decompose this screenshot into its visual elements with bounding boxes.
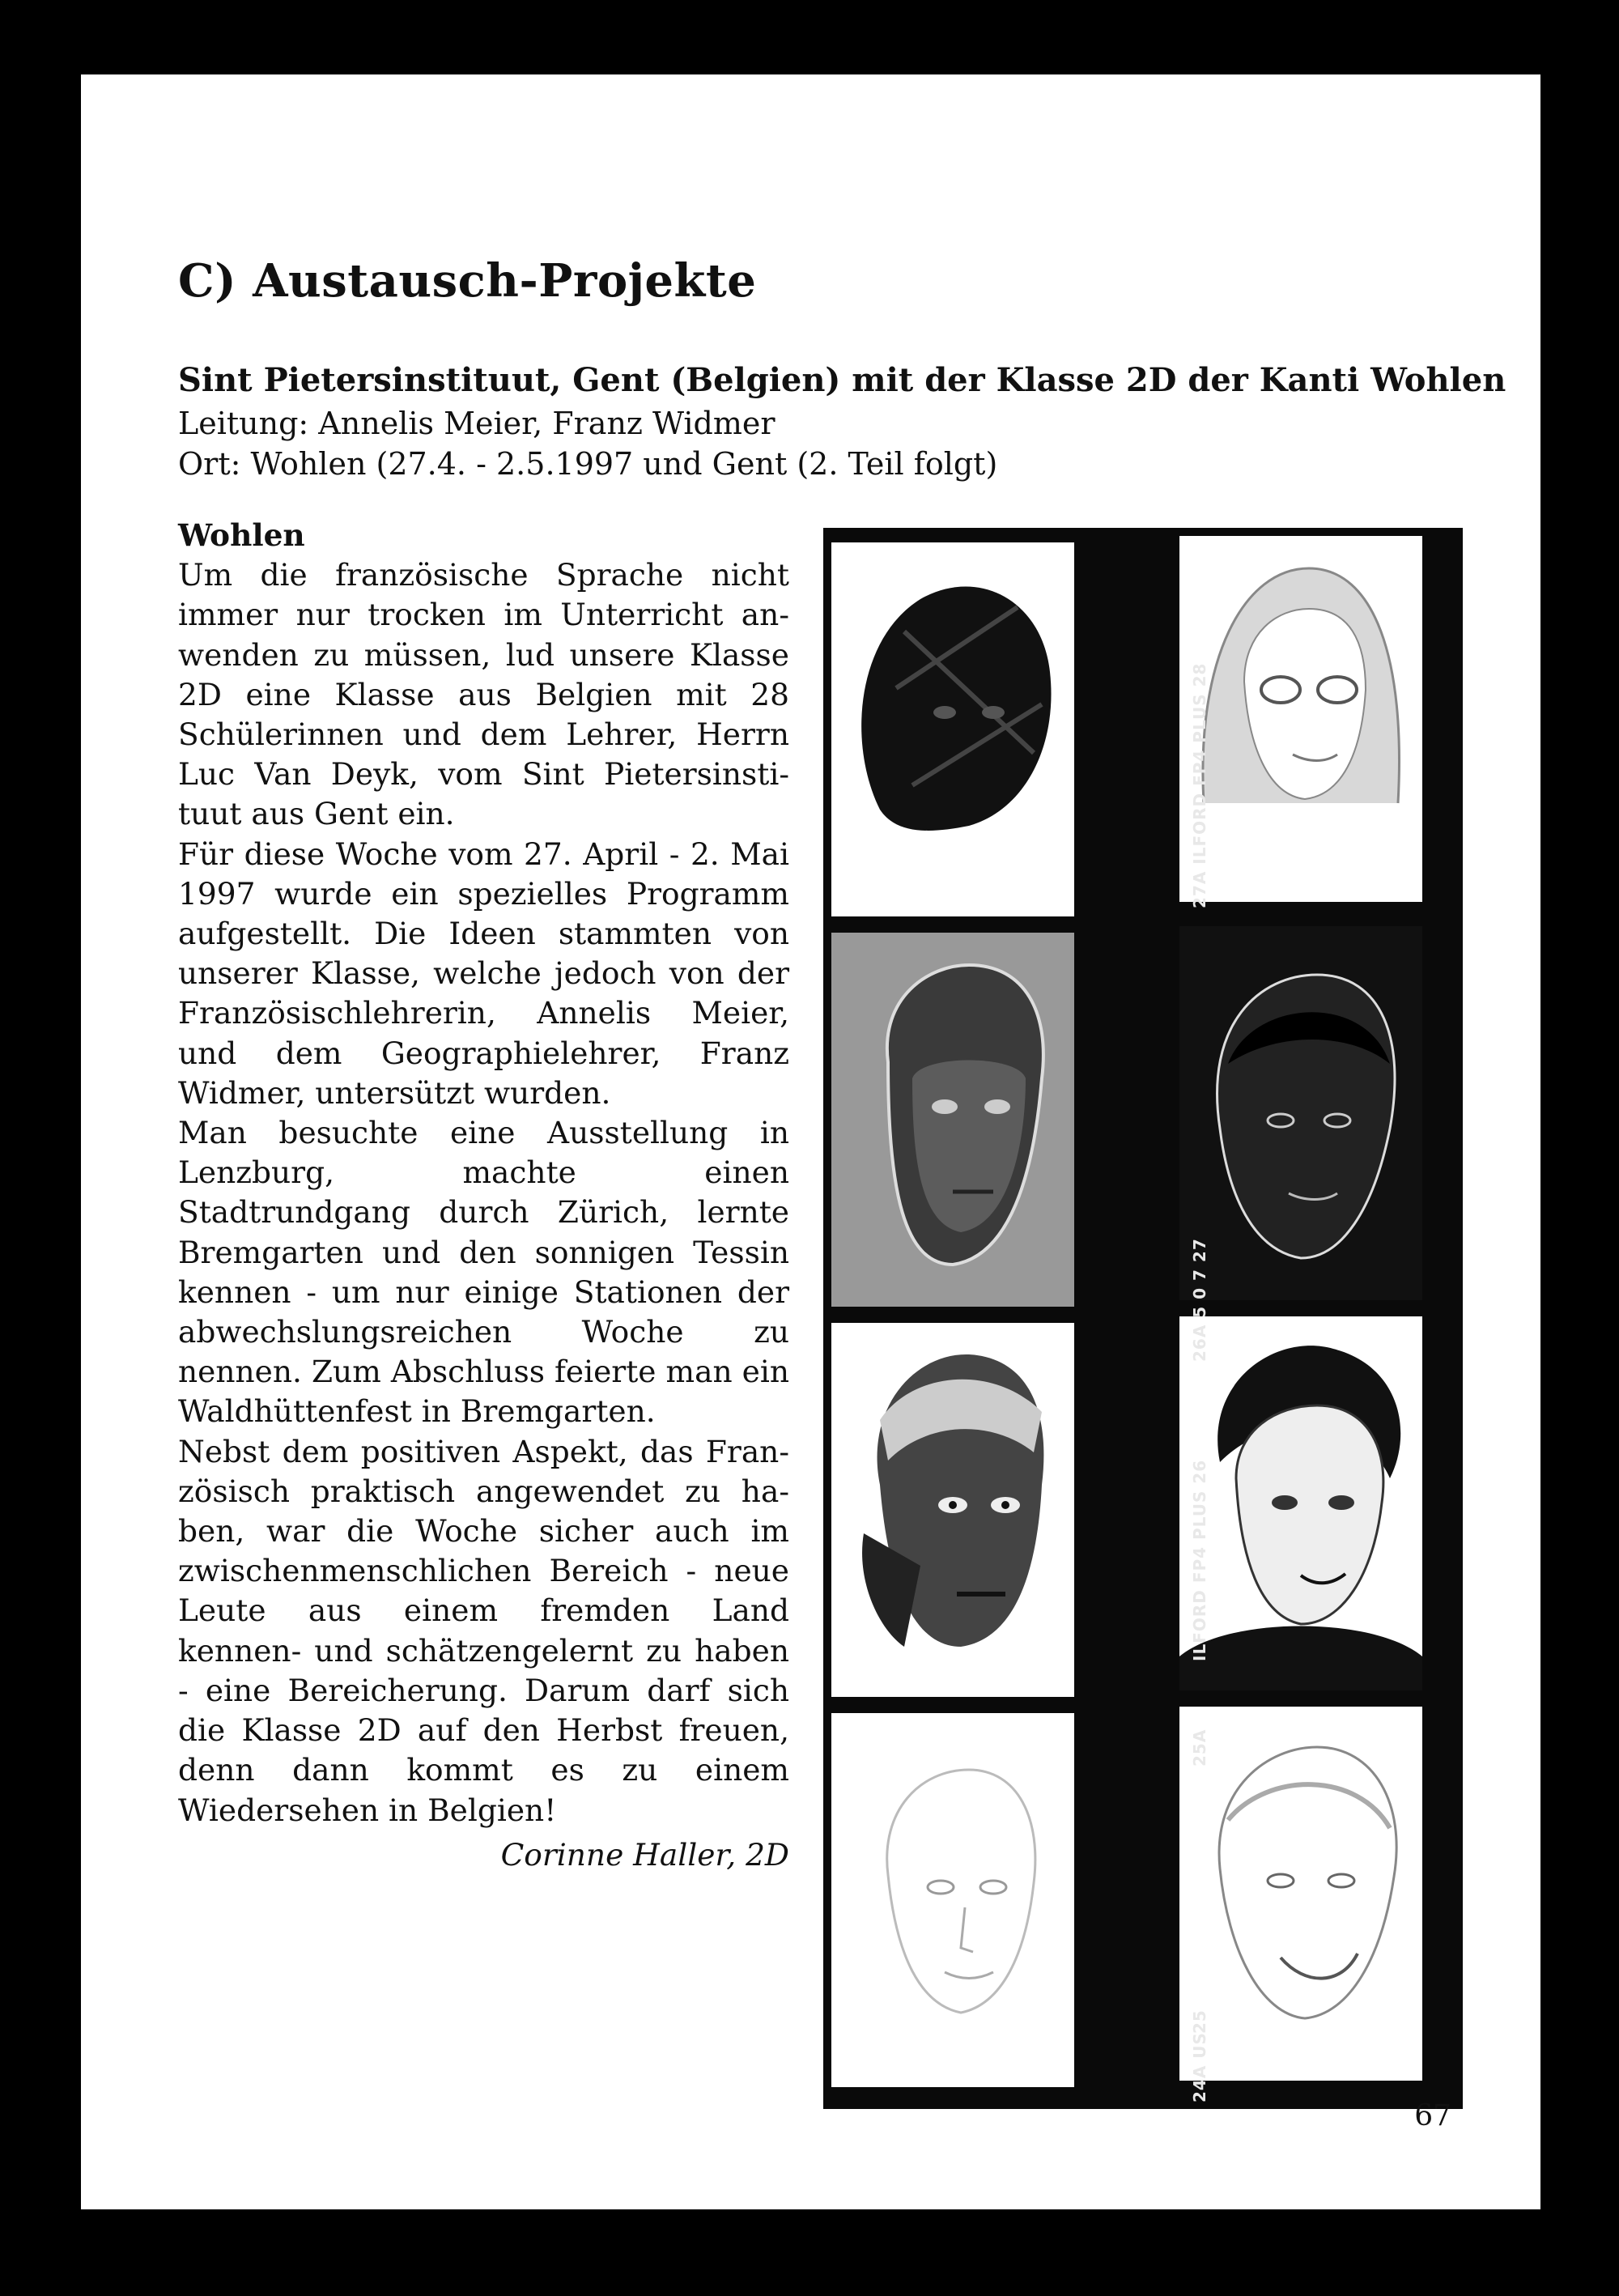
article-paragraph: Für diese Woche vom 27. April - 2. Mai 1997 wurde ein spezielles Programm aufgestellt. Die Ideen stammten von unserer Klasse, welche jedoch von der Französischlehrerin, Annelis Meier, und dem Geographielehrer, Franz Widmer, untersützt wurden.	[178, 835, 789, 1111]
film-edge-label: 27A ILFORD FP4 PLUS 28	[1190, 662, 1209, 908]
film-edge-label: 25A	[1190, 1728, 1209, 1767]
portrait-photo	[1179, 1707, 1422, 2081]
article-paragraph: Nebst dem positiven Aspekt, das Französisch praktisch angewendet zu haben, war die Woche sicher auch im zwischenmenschlichen Bereich - neue Leute aus einem fremden Land kennen- und schätzengelernt zu haben - eine Bereicherung. Darum darf sich die Klasse 2D auf den Herbst freuen, denn dann kommt es zu einem Wiedersehen in Belgien!	[178, 1433, 789, 1828]
portrait-photo	[831, 542, 1074, 916]
article-author: Corinne Haller, 2D	[500, 1836, 789, 1873]
article	[178, 516, 789, 1875]
document-page	[81, 74, 1540, 2209]
portrait-photo	[1179, 926, 1422, 1300]
film-edge-label: ILFORD FP4 PLUS 26	[1190, 1459, 1209, 1661]
project-title: Sint Pietersinstituut, Gent (Belgien) mit der Klasse 2D der Kanti Wohlen	[178, 361, 1506, 399]
portrait-smiling-sketch	[1179, 1707, 1422, 2081]
page-number: 67	[1414, 2099, 1451, 2132]
portrait-painted-face	[831, 933, 1074, 1307]
portrait-light-sketch	[831, 1713, 1074, 2087]
article-subhead: Wohlen	[178, 517, 305, 553]
film-edge-label: 26A 5 0 7 27	[1190, 1238, 1209, 1362]
film-edge-label: 25	[1190, 2009, 1209, 2034]
portrait-photo	[831, 1713, 1074, 2087]
project-ort: Ort: Wohlen (27.4. - 2.5.1997 und Gent (2. Teil folgt)	[178, 446, 998, 482]
film-edge-label: 24A US	[1190, 2032, 1209, 2103]
article-paragraph: Man besuchte eine Ausstellung in Lenzburg, machte einen Stadtrundgang durch Zürich, lernte Bremgarten und den sonnigen Tessin kennen - um nur einige Stationen der abwechslungsreichen Woche zu nennen. Zum Abschluss feierte man ein Waldhüttenfest in Bremgarten.	[178, 1115, 789, 1430]
portrait-photo	[1179, 536, 1422, 902]
portrait-photo	[831, 1323, 1074, 1697]
portrait-glasses-sketch	[1179, 536, 1422, 902]
article-paragraph: Um die französische Sprache nicht immer nur trocken im Unterricht anwenden zu müssen, lud unsere Klasse 2D eine Klasse aus Belgien mit 28 Schülerinnen und dem Lehrer, Herrn Luc Van Deyk, vom Sint Pietersinstituut aus Gent ein.	[178, 557, 789, 832]
portrait-dark-scribble	[831, 542, 1074, 916]
portrait-photo	[1179, 1316, 1422, 1690]
section-heading: C) Austausch-Projekte	[178, 254, 757, 308]
portrait-photo	[831, 933, 1074, 1307]
film-contact-strip	[823, 528, 1463, 2109]
portrait-expressive-face	[831, 1323, 1074, 1697]
project-info	[178, 358, 1506, 484]
portrait-dark-face	[1179, 926, 1422, 1300]
project-leitung: Leitung: Annelis Meier, Franz Widmer	[178, 406, 776, 441]
portrait-curly-hair	[1179, 1316, 1422, 1690]
